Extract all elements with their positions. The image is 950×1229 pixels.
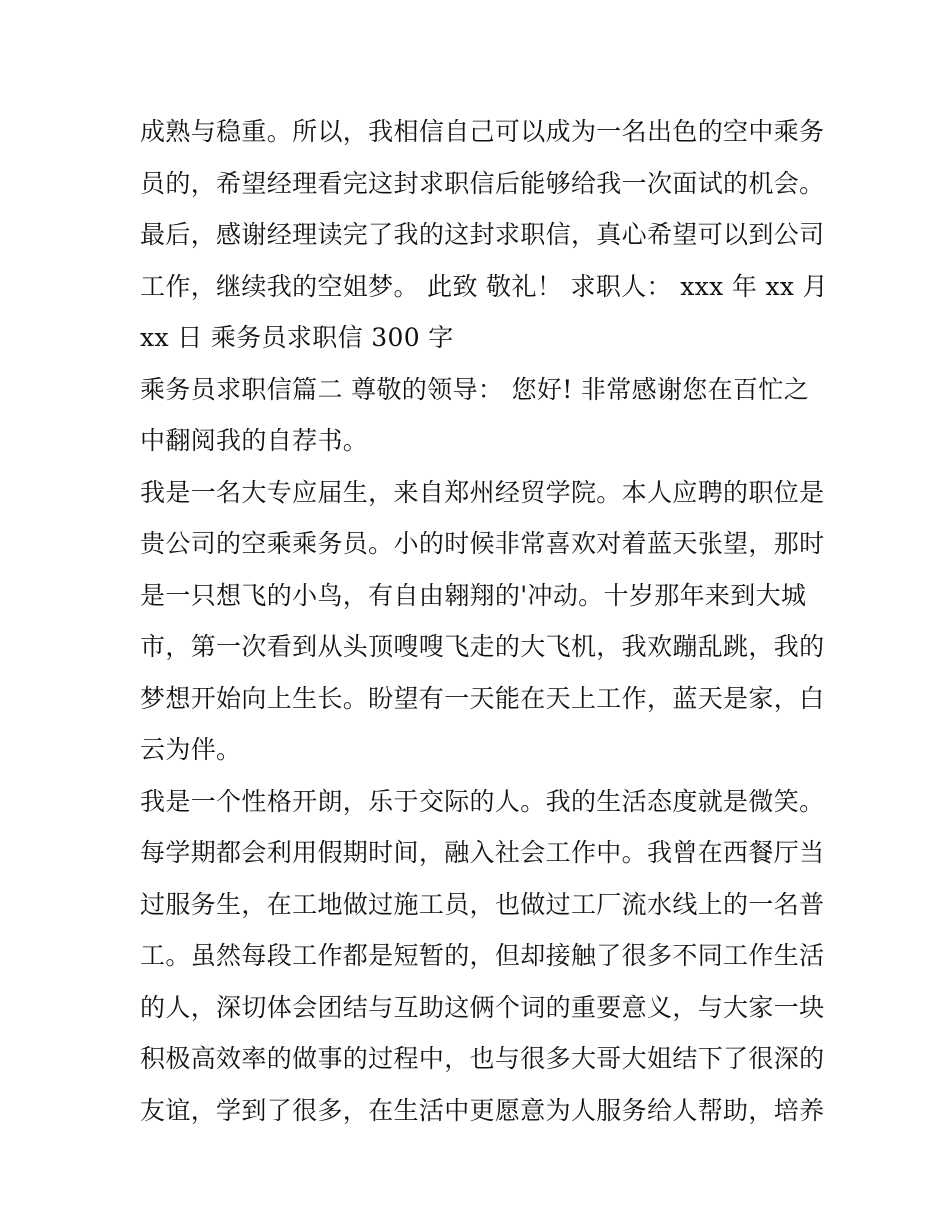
- text-line: 成熟与稳重。所以，我相信自己可以成为一名出色的空中乘务: [140, 117, 825, 146]
- text-line: 最后，感谢经理读完了我的这封求职信，真心希望可以到公司: [140, 220, 825, 249]
- text-line: 我是一个性格开朗，乐于交际的人。我的生活态度就是微笑。: [140, 786, 825, 816]
- text-line: 工作，继续我的空姐梦。 此致 敬礼！ 求职人： xxx 年 xx 月: [140, 271, 829, 301]
- text-line: 积极高效率的做事的过程中，也与很多大哥大姐结下了很深的: [140, 1044, 825, 1073]
- text-line: 市，第一次看到从头顶嗖嗖飞走的大飞机，我欢蹦乱跳，我的: [140, 632, 825, 661]
- text-line: 乘务员求职信篇二 尊敬的领导： 您好! 非常感谢您在百忙之: [140, 374, 810, 404]
- text-line: 过服务生，在工地做过施工员，也做过工厂流水线上的一名普: [140, 889, 825, 919]
- text-line: 贵公司的空乘乘务员。小的时候非常喜欢对着蓝天张望，那时: [140, 529, 825, 558]
- text-line: 梦想开始向上生长。盼望有一天能在天上工作，蓝天是家，白: [140, 683, 825, 713]
- text-line: 中翻阅我的自荐书。: [140, 426, 369, 455]
- text-line: 是一只想飞的小鸟，有自由翱翔的'冲动。十岁那年来到大城: [140, 580, 807, 610]
- text-line: 友谊，学到了很多，在生活中更愿意为人服务给人帮助，培养: [140, 1095, 825, 1125]
- text-line: xx 日 乘务员求职信 300 字: [140, 323, 454, 352]
- text-line: 我是一名大专应届生，来自郑州经贸学院。本人应聘的职位是: [140, 477, 825, 507]
- text-line: 每学期都会利用假期时间，融入社会工作中。我曾在西餐厅当: [140, 838, 825, 867]
- letter-body: [140, 106, 829, 1136]
- text-line: 工。虽然每段工作都是短暂的，但却接触了很多不同工作生活: [140, 941, 825, 970]
- text-line: 的人，深切体会团结与互助这俩个词的重要意义，与大家一块: [140, 992, 825, 1022]
- text-line: 云为伴。: [140, 735, 242, 764]
- text-line: 员的，希望经理看完这封求职信后能够给我一次面试的机会。: [140, 168, 825, 198]
